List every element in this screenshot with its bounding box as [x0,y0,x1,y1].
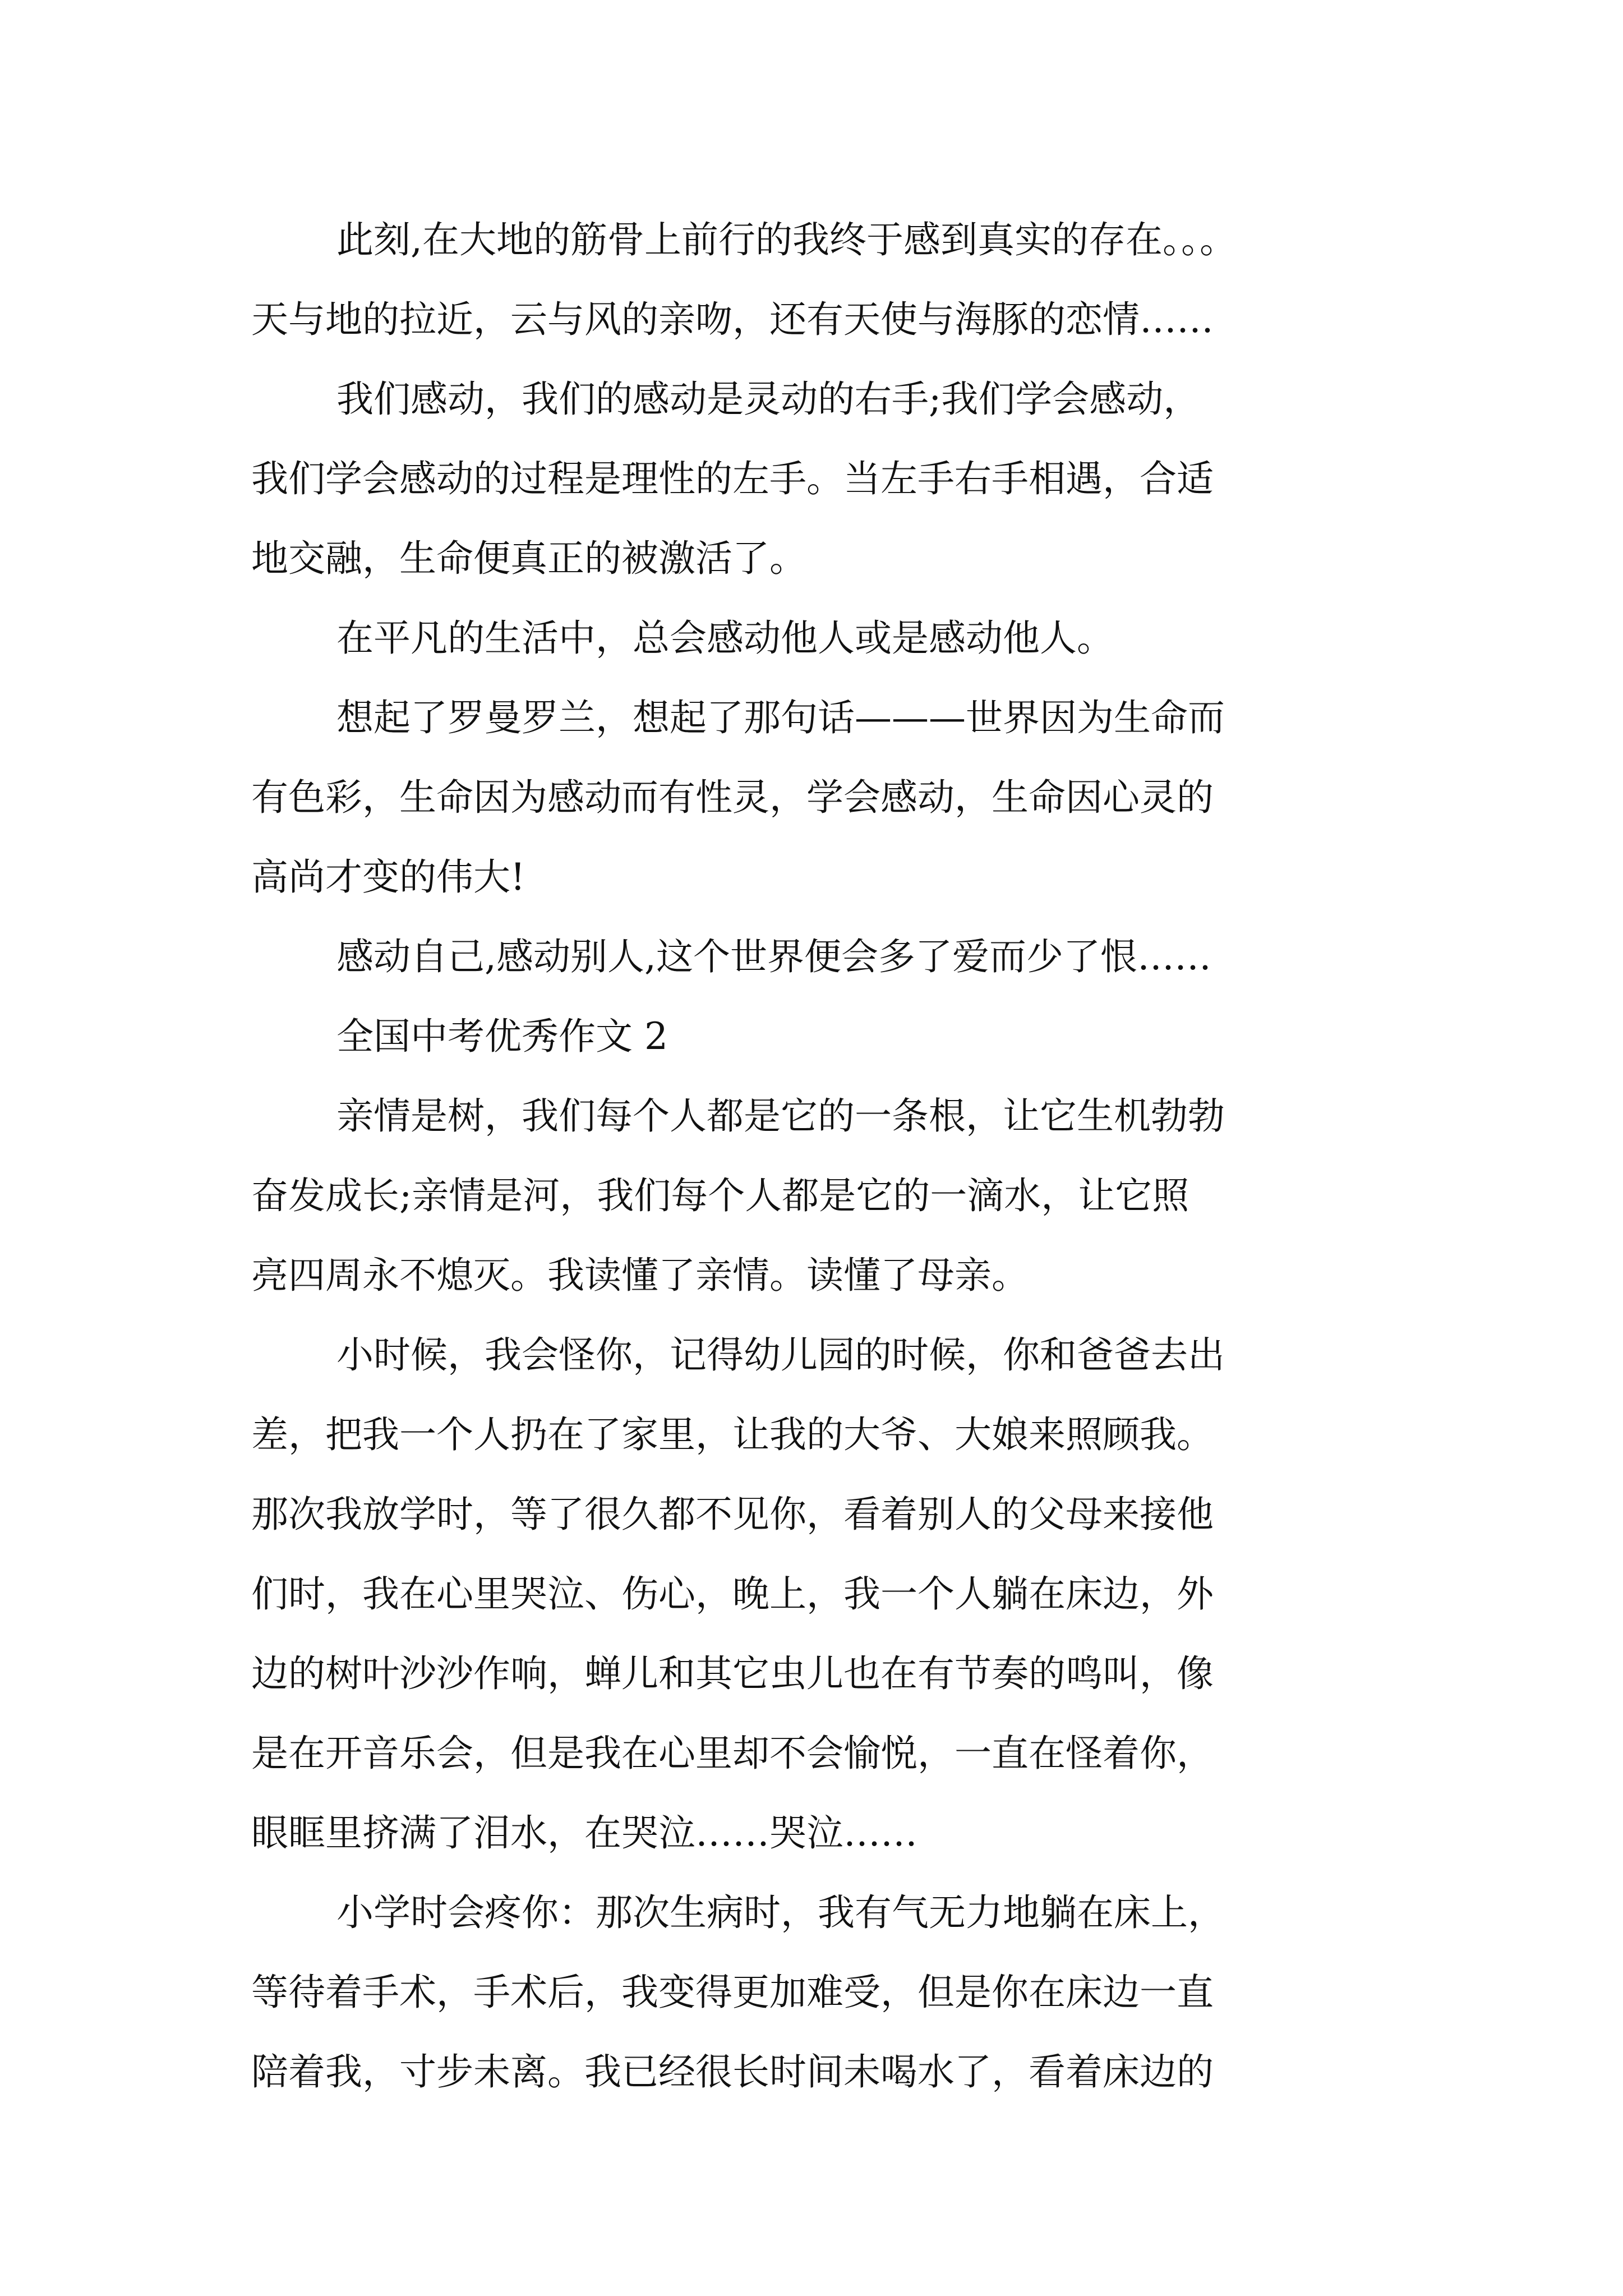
text-line: 亮四周永不熄灭。我读懂了亲情。读懂了母亲。 [251,1254,1029,1297]
text-line: 亲情是树，我们每个人都是它的一条根，让它生机勃勃 [336,1094,1225,1138]
text-line: 我们感动，我们的感动是灵动的右手;我们学会感动， [336,378,1201,421]
text-line: 那次我放学时，等了很久都不见你，看着别人的父母来接他 [251,1493,1214,1536]
text-line: 陪着我，寸步未离。我已经很长时间未喝水了，看着床边的 [251,2050,1214,2093]
text-line: 奋发成长;亲情是河，我们每个人都是它的一滴水，让它照 [251,1174,1189,1217]
text-line: 等待着手术，手术后，我变得更加难受，但是你在床边一直 [251,1971,1214,2014]
text-line: 差，把我一个人扔在了家里，让我的大爷、大娘来照顾我。 [251,1413,1214,1456]
text-line: 小学时会疼你：那次生病时，我有气无力地躺在床上， [336,1891,1225,1934]
text-line: 们时，我在心里哭泣、伤心，晚上，我一个人躺在床边，外 [251,1572,1214,1616]
text-line: 高尚才变的伟大! [251,855,525,899]
text-line: 是在开音乐会，但是我在心里却不会愉悦，一直在怪着你， [251,1732,1214,1775]
text-line: 我们学会感动的过程是理性的左手。当左手右手相遇，合适 [251,457,1214,500]
section-heading: 全国中考优秀作文 2 [336,1015,668,1058]
text-line: 想起了罗曼罗兰，想起了那句话———世界因为生命而 [336,696,1225,739]
text-line: 小时候，我会怪你，记得幼儿园的时候，你和爸爸去出 [336,1333,1225,1377]
text-line: 感动自己,感动别人,这个世界便会多了爱而少了恨…… [336,935,1211,978]
text-line: 在平凡的生活中，总会感动他人或是感动他人。 [336,616,1114,660]
text-line: 眼眶里挤满了泪水，在哭泣……哭泣…… [251,1811,917,1855]
text-line: 天与地的拉近，云与风的亲吻，还有天使与海豚的恋情…… [251,298,1214,341]
text-line: 边的树叶沙沙作响，蝉儿和其它虫儿也在有节奏的鸣叫，像 [251,1652,1214,1695]
text-line: 有色彩，生命因为感动而有性灵，学会感动，生命因心灵的 [251,776,1214,819]
text-line: 地交融，生命便真正的被激活了。 [251,537,806,580]
text-line: 此刻,在大地的筋骨上前行的我终于感到真实的存在。。。 [336,218,1237,261]
